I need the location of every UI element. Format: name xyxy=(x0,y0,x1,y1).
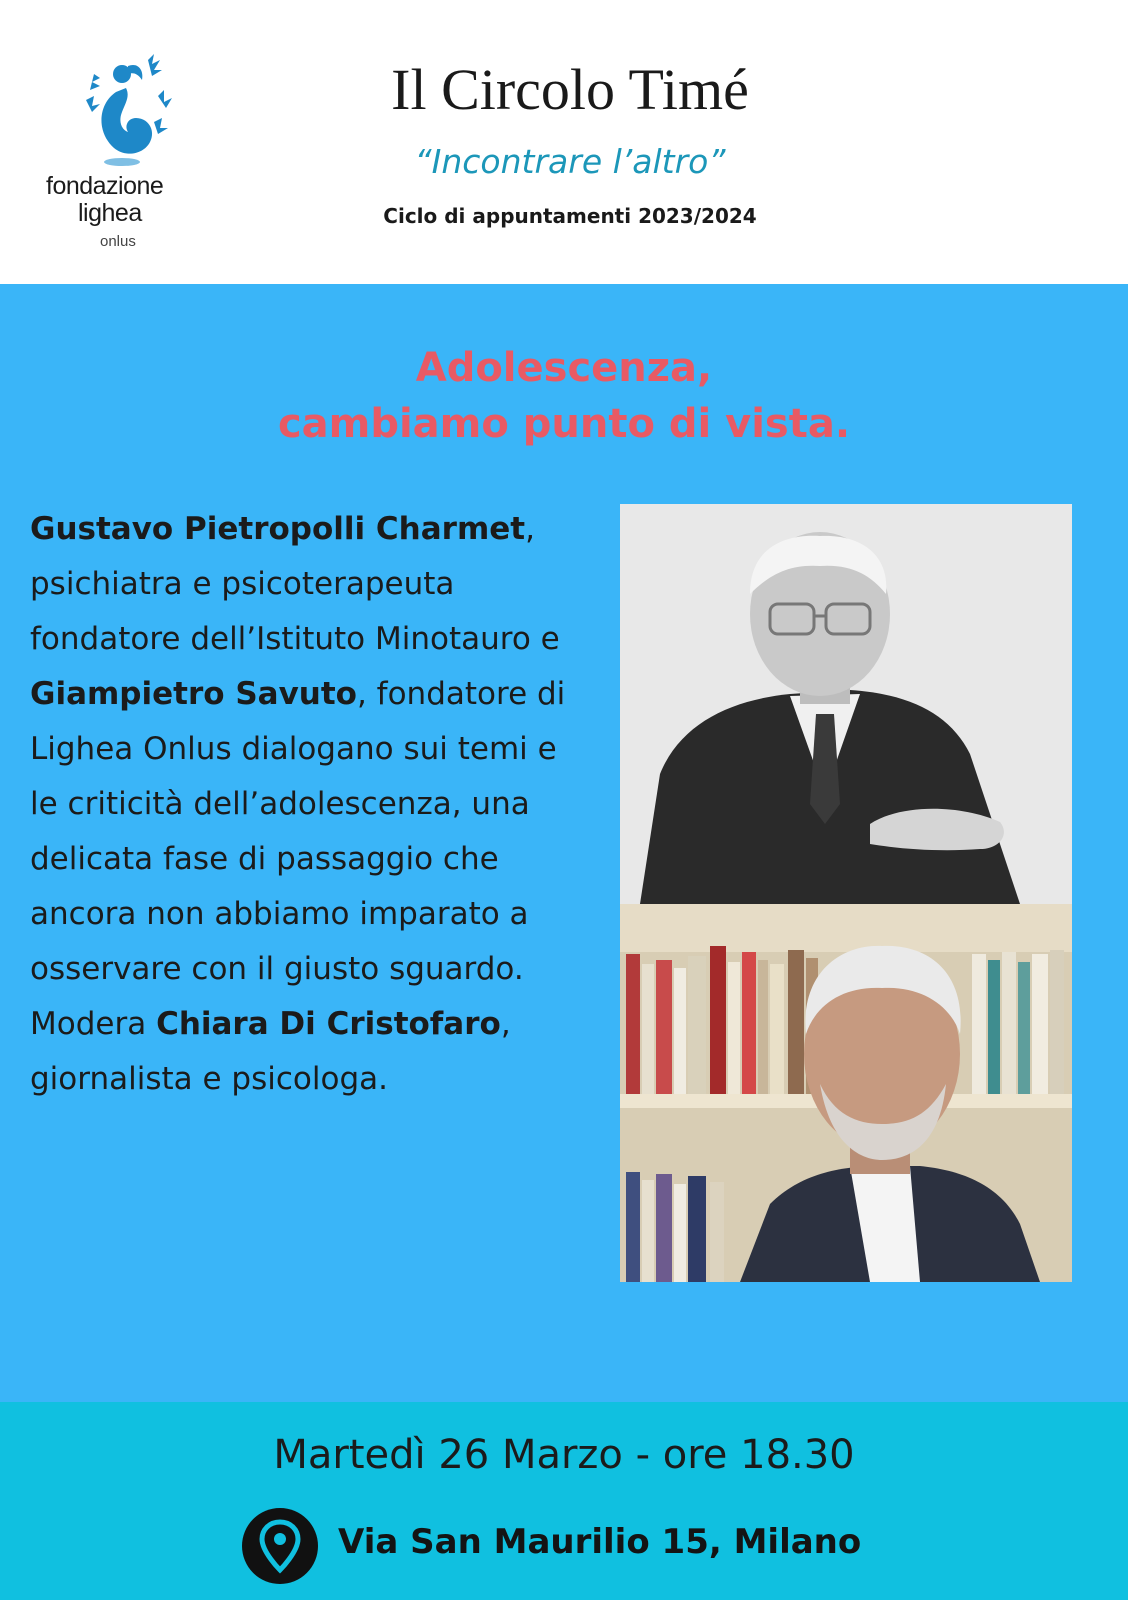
poster-main xyxy=(0,284,1128,1402)
event-cycle: Ciclo di appuntamenti 2023/2024 xyxy=(383,204,757,228)
event-address: Via San Maurilio 15, Milano xyxy=(338,1522,862,1562)
poster-header xyxy=(0,0,1128,284)
moderator-description: , giornalista e psicologa. xyxy=(30,1006,511,1097)
headline-line-1: Adolescenza, xyxy=(415,345,713,391)
moderator-prefix: Modera xyxy=(30,1006,157,1042)
mermaid-logo-icon xyxy=(78,52,178,170)
event-headline xyxy=(0,340,1128,452)
logo-text-lighea: lighea xyxy=(78,199,142,227)
speaker-1-photo xyxy=(620,504,1072,904)
moderator-name: Chiara Di Cristofaro xyxy=(156,1006,501,1042)
logo-text-fondazione: fondazione xyxy=(46,172,164,200)
speaker-2-description: , fondatore di Lighea Onlus dialogano sui temi e le criticità dell’adolescenza, una delicata fase di passaggio che ancora non abbiamo imparato a osservare con il giusto sguardo. xyxy=(30,676,566,987)
speaker-2-photo xyxy=(620,904,1072,1282)
poster-title: Il Circolo Timé xyxy=(391,57,749,122)
poster-footer xyxy=(0,1402,1128,1600)
logo-text-onlus: onlus xyxy=(100,233,136,250)
speaker-1-name: Gustavo Pietropolli Charmet xyxy=(30,511,526,547)
event-date: Martedì 26 Marzo - ore 18.30 xyxy=(273,1432,855,1478)
location-pin-icon xyxy=(240,1506,320,1586)
headline-line-2: cambiamo punto di vista. xyxy=(277,401,851,447)
poster-subtitle: “Incontrare l’altro” xyxy=(414,142,726,181)
event-description xyxy=(30,502,590,1107)
event-location xyxy=(240,1506,940,1586)
speaker-1-description: , psichiatra e psicoterapeuta fondatore dell’Istituto Minotauro e xyxy=(30,511,560,657)
speaker-2-name: Giampietro Savuto xyxy=(30,676,357,712)
fondazione-lighea-logo xyxy=(38,52,218,252)
